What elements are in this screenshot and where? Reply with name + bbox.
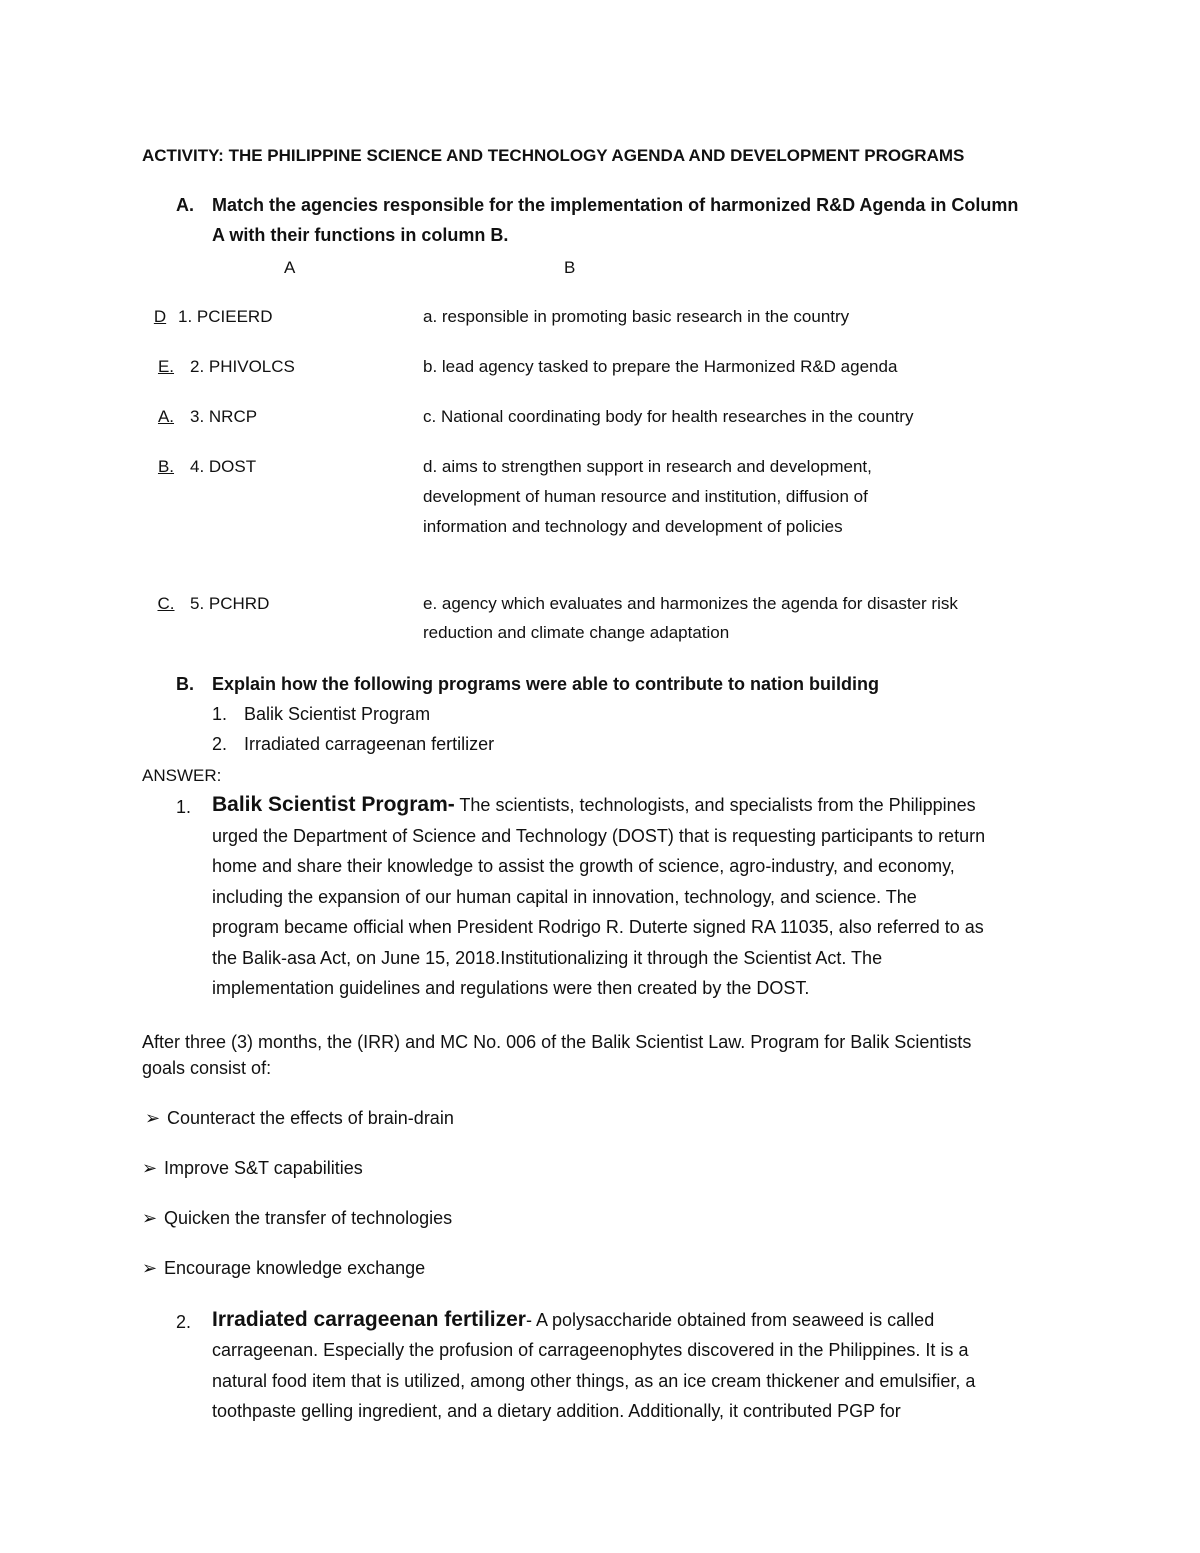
match-item <box>142 407 257 427</box>
goal-bullet <box>142 1258 425 1279</box>
answer1-first-line <box>212 793 976 817</box>
column-a-header: A <box>284 258 296 277</box>
answer1-line: urged the Department of Science and Technology (DOST) that is requesting participants to return <box>212 826 986 846</box>
goal-bullet <box>142 1158 363 1179</box>
program-num: 1. <box>212 704 228 724</box>
function-b: b. lead agency tasked to prepare the Harmonized R&D agenda <box>423 357 898 376</box>
function-d-line1: d. aims to strengthen support in research and development, <box>423 457 872 476</box>
function-e-line2: reduction and climate change adaptation <box>423 623 730 642</box>
answer-blank: E. <box>157 357 175 376</box>
match-item <box>142 357 295 377</box>
goal-bullet <box>142 1208 452 1229</box>
goal-text: Quicken the transfer of technologies <box>164 1208 453 1228</box>
section-b-letter: B. <box>176 674 194 694</box>
arrow-bullet-icon: ➢ <box>142 1158 158 1178</box>
match-item <box>142 594 269 614</box>
after-paragraph-line1: After three (3) months, the (IRR) and MC No. 006 of the Balik Scientist Law. Program for Balik Scientists <box>142 1032 972 1052</box>
answer-blank: B. <box>157 457 175 476</box>
match-item <box>142 307 272 327</box>
program-label: Balik Scientist Program <box>244 704 431 724</box>
function-a: a. responsible in promoting basic research in the country <box>423 307 850 326</box>
answer2-first-line <box>212 1308 934 1332</box>
answer1-line: the Balik-asa Act, on June 15, 2018.Institutionalizing it through the Scientist Act. The <box>212 948 883 968</box>
answer-label: ANSWER: <box>142 766 222 785</box>
answer1-num: 1. <box>176 797 192 817</box>
match-item <box>142 457 256 477</box>
answer2-line: toothpaste gelling ingredient, and a dietary addition. Additionally, it contributed PGP for <box>212 1401 901 1421</box>
answer1-line: The scientists, technologists, and specialists from the Philippines <box>454 795 976 815</box>
answer2-num: 2. <box>176 1312 192 1332</box>
after-paragraph-line2: goals consist of: <box>142 1058 272 1078</box>
answer2-line: carrageenan. Especially the profusion of carrageenophytes discovered in the Philippines. It is a <box>212 1340 969 1360</box>
section-b-instruction: Explain how the following programs were able to contribute to nation building <box>212 674 880 694</box>
function-c: c. National coordinating body for health researches in the country <box>423 407 914 426</box>
answer-blank: C. <box>157 594 175 613</box>
answer1-heading: Balik Scientist Program- <box>212 793 455 816</box>
agency-label: 1. PCIEERD <box>178 307 273 326</box>
goal-text: Counteract the effects of brain-drain <box>167 1108 454 1128</box>
program-label: Irradiated carrageenan fertilizer <box>244 734 495 754</box>
answer2-line: - A polysaccharide obtained from seaweed is called <box>525 1310 935 1330</box>
answer1-line: program became official when President Rodrigo R. Duterte signed RA 11035, also referred to as <box>212 917 984 937</box>
answer1-line: home and share their knowledge to assist the growth of science, agro-industry, and economy, <box>212 856 955 876</box>
agency-label: 2. PHIVOLCS <box>190 357 295 376</box>
goal-text: Encourage knowledge exchange <box>164 1258 426 1278</box>
arrow-bullet-icon: ➢ <box>142 1208 158 1228</box>
page-title: ACTIVITY: THE PHILIPPINE SCIENCE AND TECHNOLOGY AGENDA AND DEVELOPMENT PROGRAMS <box>142 146 965 165</box>
answer-blank: A. <box>157 407 175 426</box>
arrow-bullet-icon: ➢ <box>142 1258 158 1278</box>
column-b-header: B <box>564 258 576 277</box>
function-d-line2: development of human resource and institution, diffusion of <box>423 487 868 506</box>
arrow-bullet-icon: ➢ <box>145 1108 161 1128</box>
answer1-line: implementation guidelines and regulations were then created by the DOST. <box>212 978 810 998</box>
function-d-line3: information and technology and development of policies <box>423 517 843 536</box>
answer1-line: including the expansion of our human capital in innovation, technology, and science. The <box>212 887 917 907</box>
agency-label: 4. DOST <box>190 457 257 476</box>
section-a-letter: A. <box>176 195 194 215</box>
section-a-instruction-line1: Match the agencies responsible for the implementation of harmonized R&D Agenda in Column <box>212 195 1019 215</box>
agency-label: 3. NRCP <box>190 407 258 426</box>
function-e-line1: e. agency which evaluates and harmonizes the agenda for disaster risk <box>423 594 958 613</box>
agency-label: 5. PCHRD <box>190 594 270 613</box>
goal-bullet <box>145 1108 454 1129</box>
answer2-line: natural food item that is utilized, among other things, as an ice cream thickener and emulsifier, a <box>212 1371 976 1391</box>
program-num: 2. <box>212 734 228 754</box>
section-a-instruction-line2: A with their functions in column B. <box>212 225 509 245</box>
goal-text: Improve S&T capabilities <box>164 1158 363 1178</box>
answer-blank: D <box>153 307 167 326</box>
answer2-heading: Irradiated carrageenan fertilizer <box>212 1308 526 1331</box>
